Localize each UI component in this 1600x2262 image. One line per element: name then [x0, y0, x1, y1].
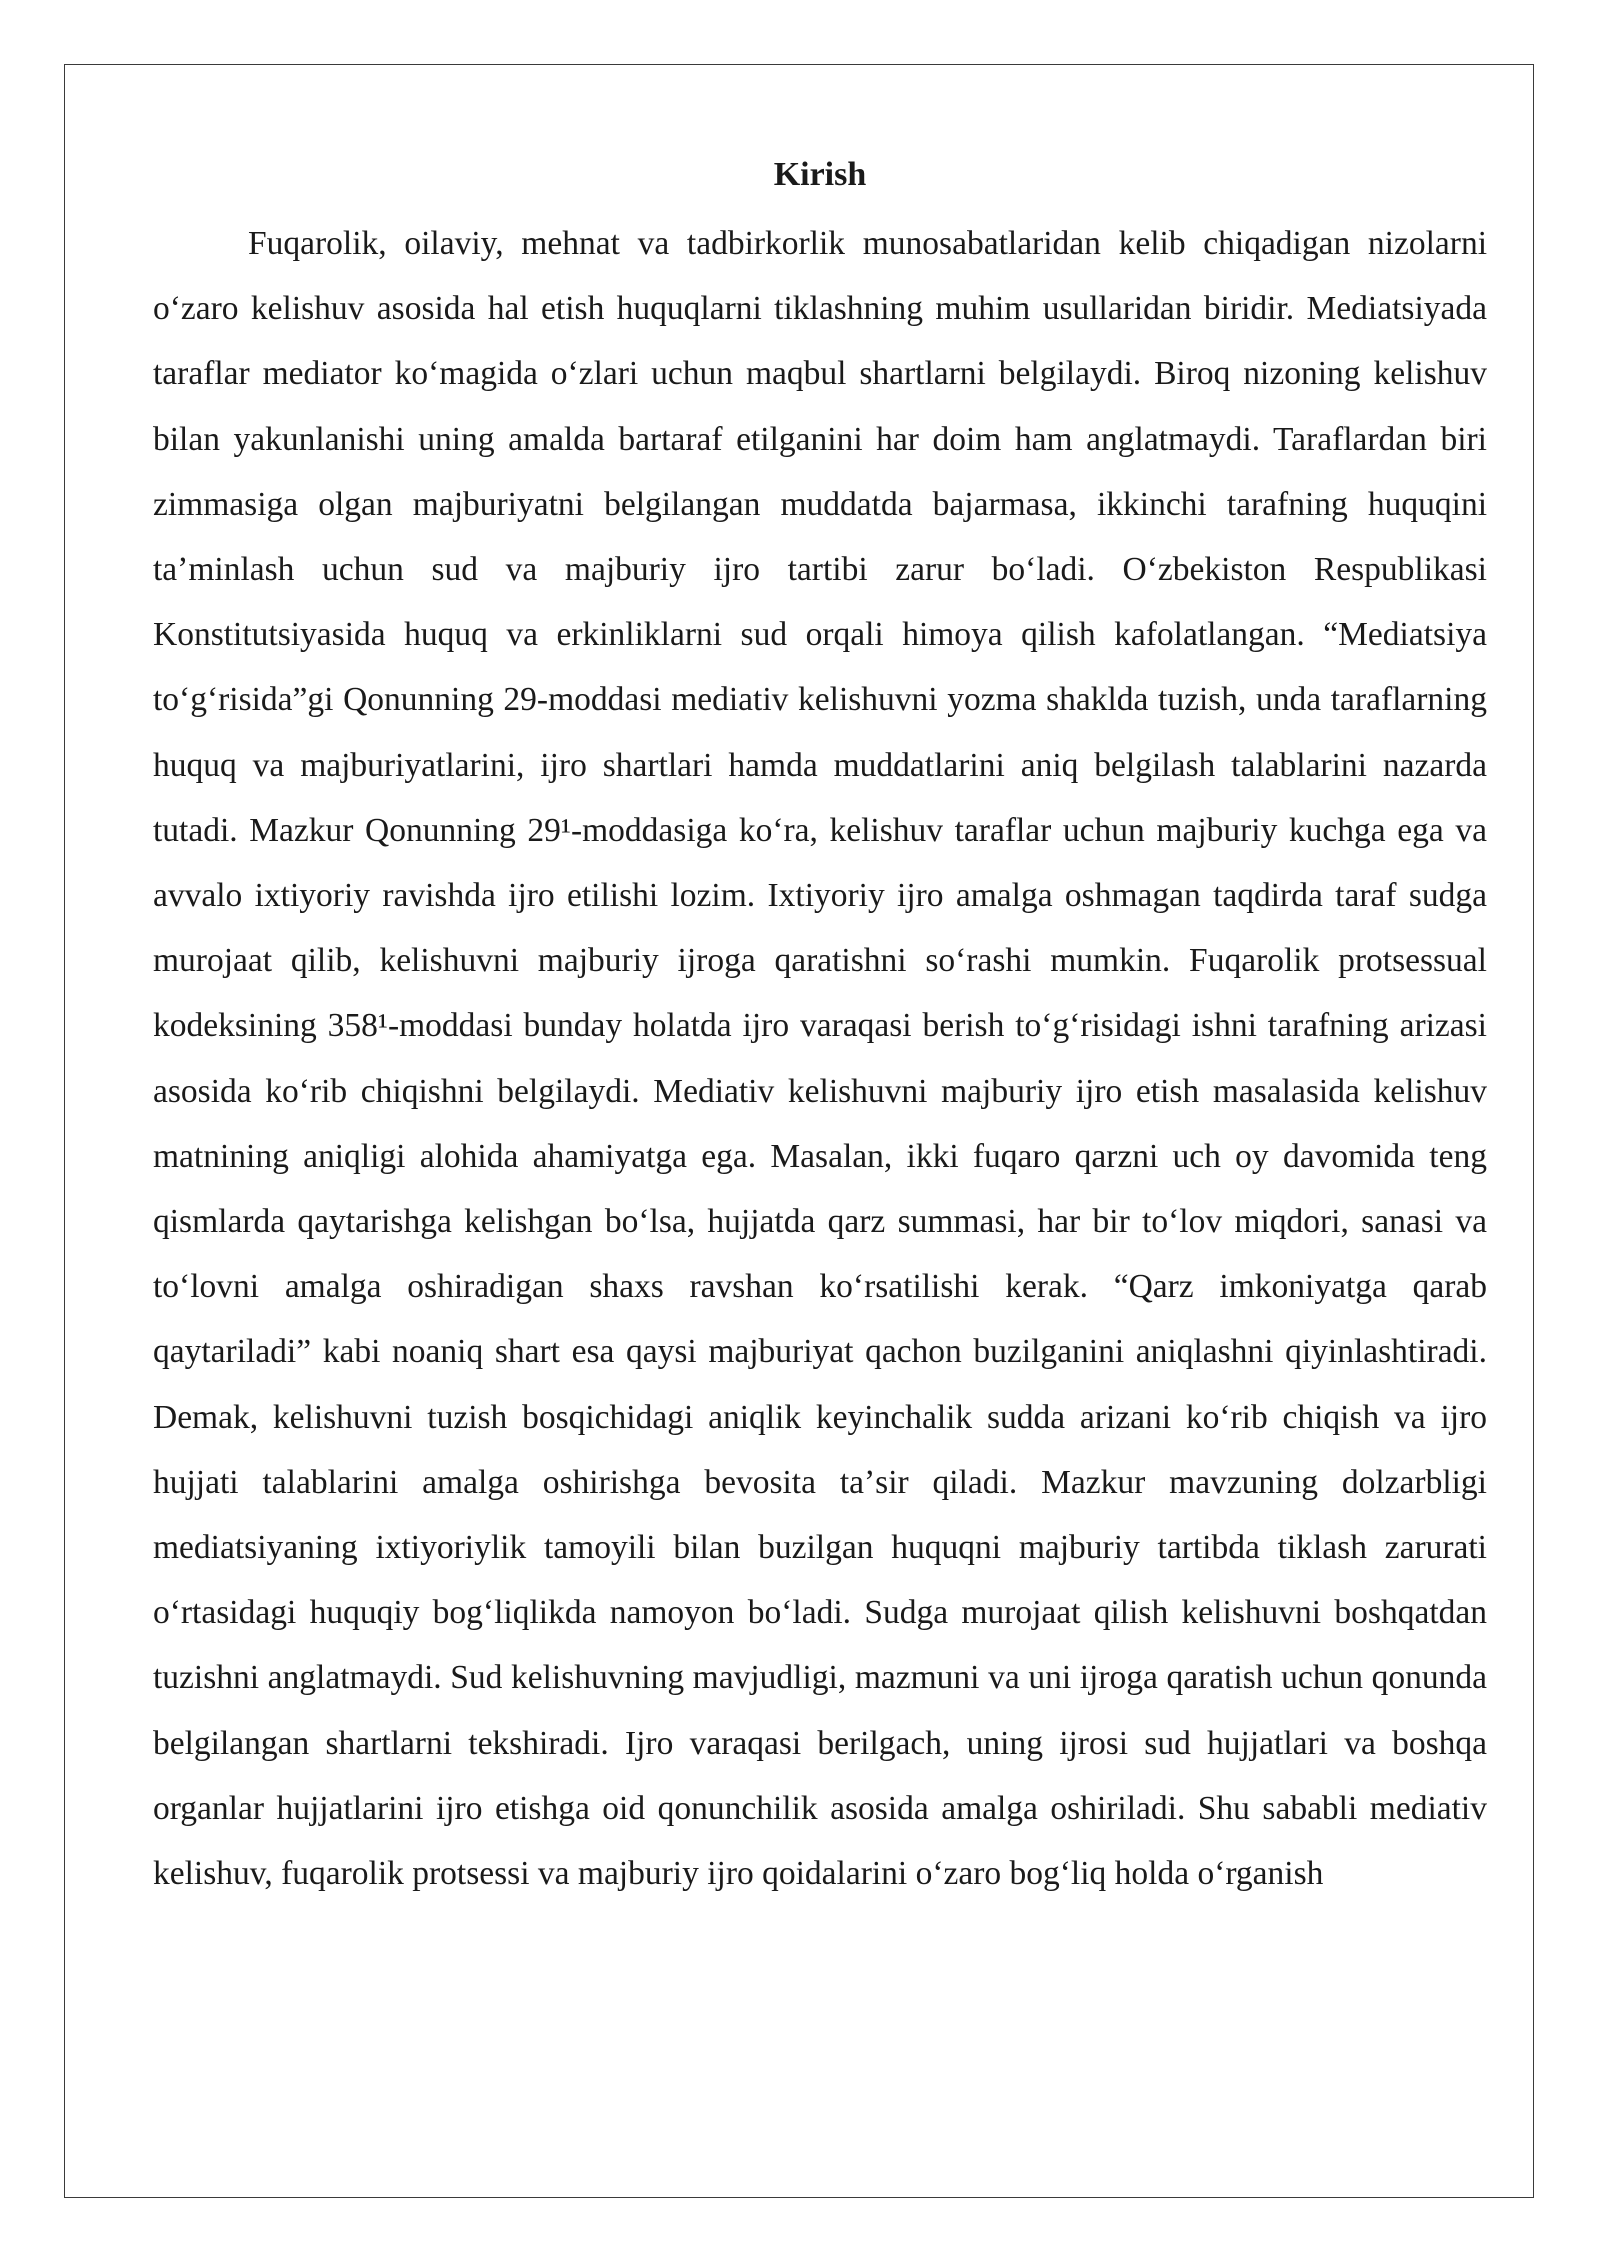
- section-heading: Kirish: [773, 156, 867, 193]
- document-body: [153, 148, 1487, 1906]
- body-paragraph: Fuqarolik, oilaviy, mehnat va tadbirkorlik munosabatlaridan kelib chiqadigan nizolarni oʻzaro kelishuv asosida hal etish huquqlarni tiklashning muhim usullaridan biridir. Mediatsiyada taraflar mediator koʻmagida oʻzlari uchun maqbul shartlarni belgilaydi. Biroq nizoning kelishuv bilan yakunlanishi uning amalda bartaraf etilganini har doim ham anglatmaydi. Taraflardan biri zimmasiga olgan majburiyatni belgilangan muddatda bajarmasa, ikkinchi tarafning huquqini taʼminlash uchun sud va majburiy ijro tartibi zarur boʻladi. Oʻzbekiston Respublikasi Konstitutsiyasida huquq va erkinliklarni sud orqali himoya qilish kafolatlangan. “Mediatsiya toʻgʻrisida”gi Qonunning 29-moddasi mediativ kelishuvni yozma shaklda tuzish, unda taraflarning huquq va majburiyatlarini, ijro shartlari hamda muddatlarini aniq belgilash talablarini nazarda tutadi. Mazkur Qonunning 29¹-moddasiga koʻra, kelishuv taraflar uchun majburiy kuchga ega va avvalo ixtiyoriy ravishda ijro etilishi lozim. Ixtiyoriy ijro amalga oshmagan taqdirda taraf sudga murojaat qilib, kelishuvni majburiy ijroga qaratishni soʻrashi mumkin. Fuqarolik protsessual kodeksining 358¹-moddasi bunday holatda ijro varaqasi berish toʻgʻrisidagi ishni tarafning arizasi asosida koʻrib chiqishni belgilaydi. Mediativ kelishuvni majburiy ijro etish masalasida kelishuv matnining aniqligi alohida ahamiyatga ega. Masalan, ikki fuqaro qarzni uch oy davomida teng qismlarda qaytarishga kelishgan boʻlsa, hujjatda qarz summasi, har bir toʻlov miqdori, sanasi va toʻlovni amalga oshiradigan shaxs ravshan koʻrsatilishi kerak. “Qarz imkoniyatga qarab qaytariladi” kabi noaniq shart esa qaysi majburiyat qachon buzilganini aniqlashni qiyinlashtiradi. Demak, kelishuvni tuzish bosqichidagi aniqlik keyinchalik sudda arizani koʻrib chiqish va ijro hujjati talablarini amalga oshirishga bevosita taʼsir qiladi. Mazkur mavzuning dolzarbligi mediatsiyaning ixtiyoriylik tamoyili bilan buzilgan huquqni majburiy tartibda tiklash zarurati oʻrtasidagi huquqiy bogʻliqlikda namoyon boʻladi. Sudga murojaat qilish kelishuvni boshqatdan tuzishni anglatmaydi. Sud kelishuvning mavjudligi, mazmuni va uni ijroga qaratish uchun qonunda belgilangan shartlarni tekshiradi. Ijro varaqasi berilgach, uning ijrosi sud hujjatlari va boshqa organlar hujjatlarini ijro etishga oid qonunchilik asosida amalga oshiriladi. Shu sababli mediativ kelishuv, fuqarolik protsessi va majburiy ijro qoidalarini oʻzaro bogʻliq holda oʻrganish: [153, 225, 1487, 1893]
